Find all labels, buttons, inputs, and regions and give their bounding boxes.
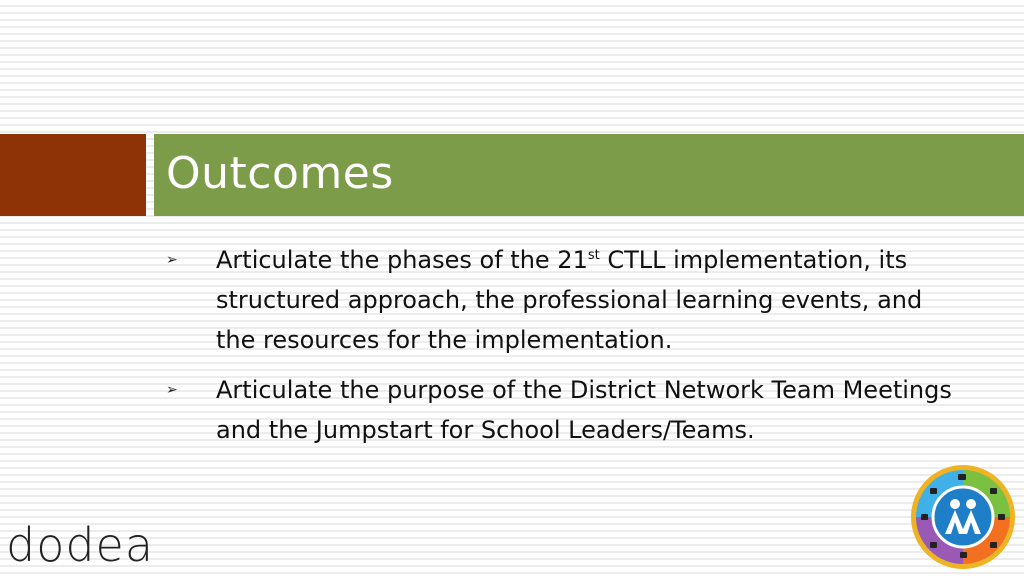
title-accent-block	[0, 134, 146, 216]
dodea-seal-icon	[910, 464, 1016, 570]
bullet-item-2	[160, 370, 960, 450]
bullet-text-1-part-1: Articulate the phases of the 21	[216, 246, 588, 274]
arrow-bullet-icon: ➢	[166, 382, 178, 398]
bullet-list	[160, 240, 960, 460]
arrow-bullet-icon: ➢	[166, 252, 178, 268]
dodea-logo: dodea	[6, 518, 155, 572]
slide-title: Outcomes	[166, 148, 394, 199]
title-bar	[154, 134, 1024, 216]
bullet-text-1-part-2: CTLL implementation, its structured approach, the professional learning events, and the resources for the implementation.	[216, 246, 923, 354]
bullet-text-2: Articulate the purpose of the District Network Team Meetings and the Jumpstart for School Leaders/Teams.	[216, 376, 952, 444]
bullet-item-1	[160, 240, 960, 360]
bullet-superscript: st	[587, 248, 600, 263]
